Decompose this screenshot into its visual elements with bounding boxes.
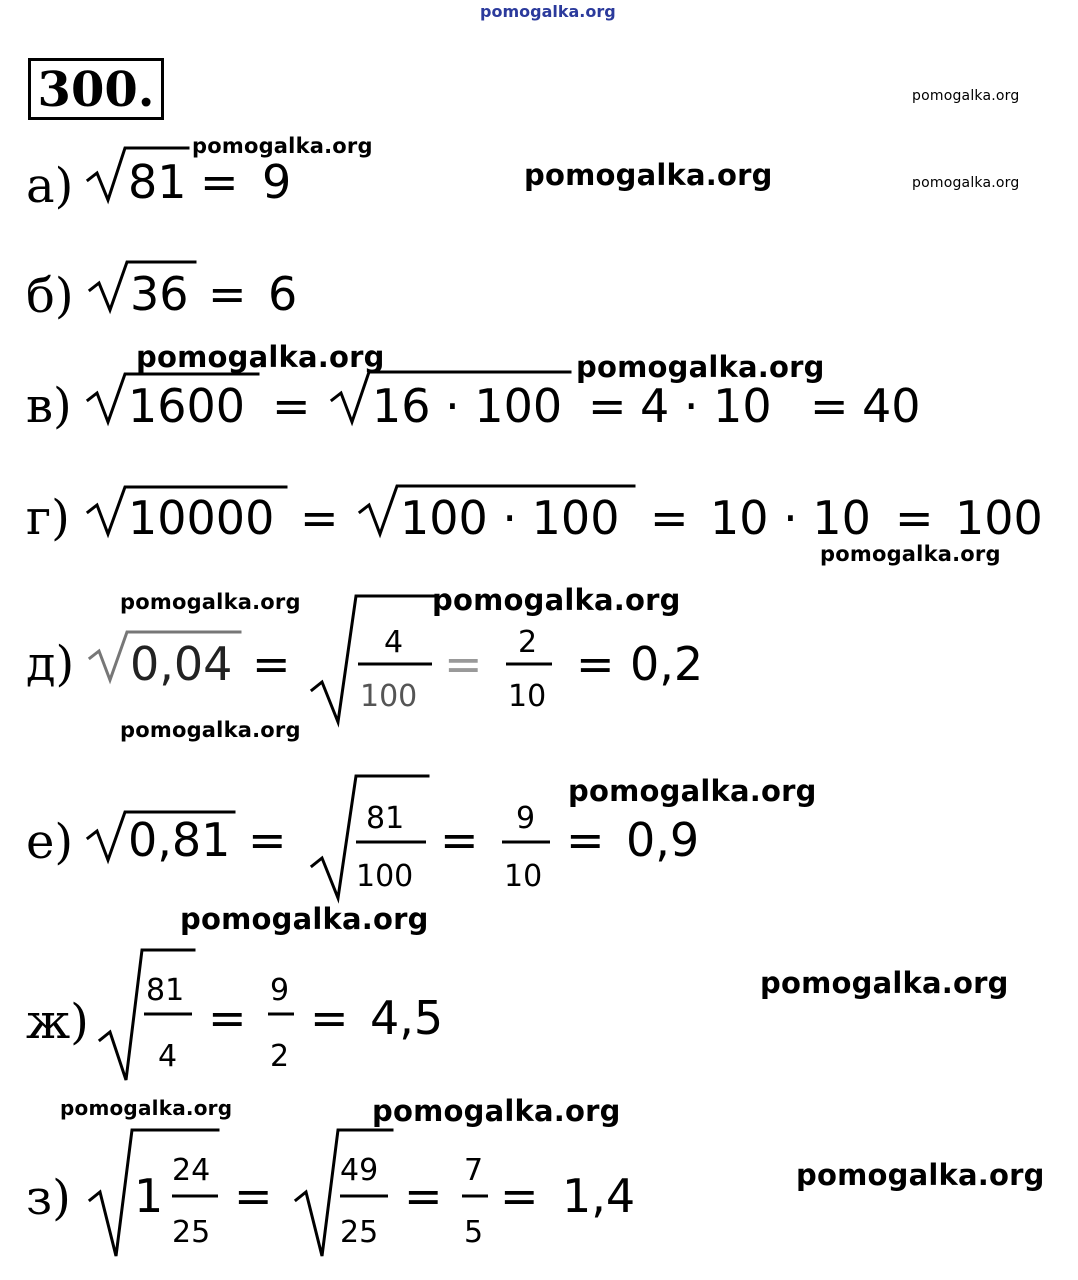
- radicand: 0,04: [130, 637, 233, 691]
- item-label: б): [26, 268, 74, 324]
- watermark: pomogalka.org: [192, 134, 373, 158]
- fraction-denominator: 100: [356, 859, 414, 894]
- result: 4,5: [370, 991, 444, 1045]
- watermark: pomogalka.org: [820, 542, 1001, 566]
- fraction-denominator: 10: [508, 679, 547, 714]
- fraction-denominator: 5: [464, 1215, 484, 1250]
- result: 100: [955, 491, 1043, 545]
- item-label: е): [26, 814, 74, 870]
- watermark: pomogalka.org: [136, 340, 385, 374]
- item-label: г): [26, 490, 70, 546]
- step-radicand: 16 · 100: [372, 379, 563, 433]
- equals-sign: =: [576, 637, 615, 691]
- fraction-denominator: 100: [360, 679, 418, 714]
- item-label: ж): [26, 994, 89, 1050]
- result: 40: [862, 379, 921, 433]
- equals-sign: =: [272, 379, 311, 433]
- watermark: pomogalka.org: [372, 1094, 621, 1128]
- fraction-numerator: 9: [516, 801, 536, 836]
- fraction-numerator: 4: [384, 625, 404, 660]
- equals-sign: =: [248, 813, 287, 867]
- watermark: pomogalka.org: [568, 774, 817, 808]
- fraction-denominator: 25: [172, 1215, 211, 1250]
- fraction-denominator: 10: [504, 859, 543, 894]
- whole-part: 1: [134, 1169, 164, 1223]
- equals-sign: =: [234, 1169, 273, 1223]
- equals-sign: =: [895, 491, 934, 545]
- equals-sign: =: [500, 1169, 539, 1223]
- watermark: pomogalka.org: [760, 966, 1009, 1000]
- item-label: д): [26, 636, 75, 692]
- task-number: 300.: [28, 58, 164, 120]
- fraction-numerator: 24: [172, 1153, 211, 1188]
- item-label: в): [26, 378, 72, 434]
- equals-sign: =: [566, 813, 605, 867]
- equals-sign: =: [200, 155, 239, 209]
- equals-sign: =: [444, 637, 483, 691]
- fraction-numerator: 2: [518, 625, 538, 660]
- fraction-numerator: 7: [464, 1153, 484, 1188]
- watermark: pomogalka.org: [120, 590, 301, 614]
- result: 1,4: [562, 1169, 636, 1223]
- watermark: pomogalka.org: [180, 902, 429, 936]
- equals-sign: =: [208, 991, 247, 1045]
- radicand: 0,81: [128, 813, 231, 867]
- site-header[interactable]: pomogalka.org: [480, 2, 616, 21]
- fraction-numerator: 81: [146, 973, 185, 1008]
- fraction-denominator: 25: [340, 1215, 379, 1250]
- watermark: pomogalka.org: [796, 1158, 1045, 1192]
- watermark: pomogalka.org: [912, 175, 1020, 191]
- watermark: pomogalka.org: [120, 718, 301, 742]
- equals-sign: =: [440, 813, 479, 867]
- radicand: 10000: [128, 491, 275, 545]
- equals-sign: =: [810, 379, 849, 433]
- equals-sign: =: [208, 267, 247, 321]
- equals-sign: =: [300, 491, 339, 545]
- result: 9: [262, 155, 292, 209]
- watermark: pomogalka.org: [524, 158, 773, 192]
- item-label: з): [26, 1170, 71, 1226]
- watermark: pomogalka.org: [432, 583, 681, 617]
- result: 0,2: [630, 637, 704, 691]
- radicand: 1600: [128, 379, 246, 433]
- equals-sign: =: [650, 491, 689, 545]
- result: 0,9: [626, 813, 700, 867]
- equals-sign: =: [588, 379, 627, 433]
- radicand: 81: [128, 155, 187, 209]
- fraction-numerator: 81: [366, 801, 405, 836]
- watermark: pomogalka.org: [912, 88, 1020, 104]
- step: 4 · 10: [640, 379, 772, 433]
- watermark: pomogalka.org: [576, 350, 825, 384]
- equals-sign: =: [310, 991, 349, 1045]
- fraction-numerator: 49: [340, 1153, 379, 1188]
- fraction-denominator: 4: [158, 1039, 178, 1074]
- fraction-denominator: 2: [270, 1039, 290, 1074]
- equals-sign: =: [252, 637, 291, 691]
- equals-sign: =: [404, 1169, 443, 1223]
- fraction-numerator: 9: [270, 973, 290, 1008]
- step-radicand: 100 · 100: [400, 491, 620, 545]
- item-label: а): [26, 158, 74, 214]
- step: 10 · 10: [710, 491, 871, 545]
- result: 6: [268, 267, 298, 321]
- watermark: pomogalka.org: [60, 1096, 233, 1120]
- radicand: 36: [130, 267, 189, 321]
